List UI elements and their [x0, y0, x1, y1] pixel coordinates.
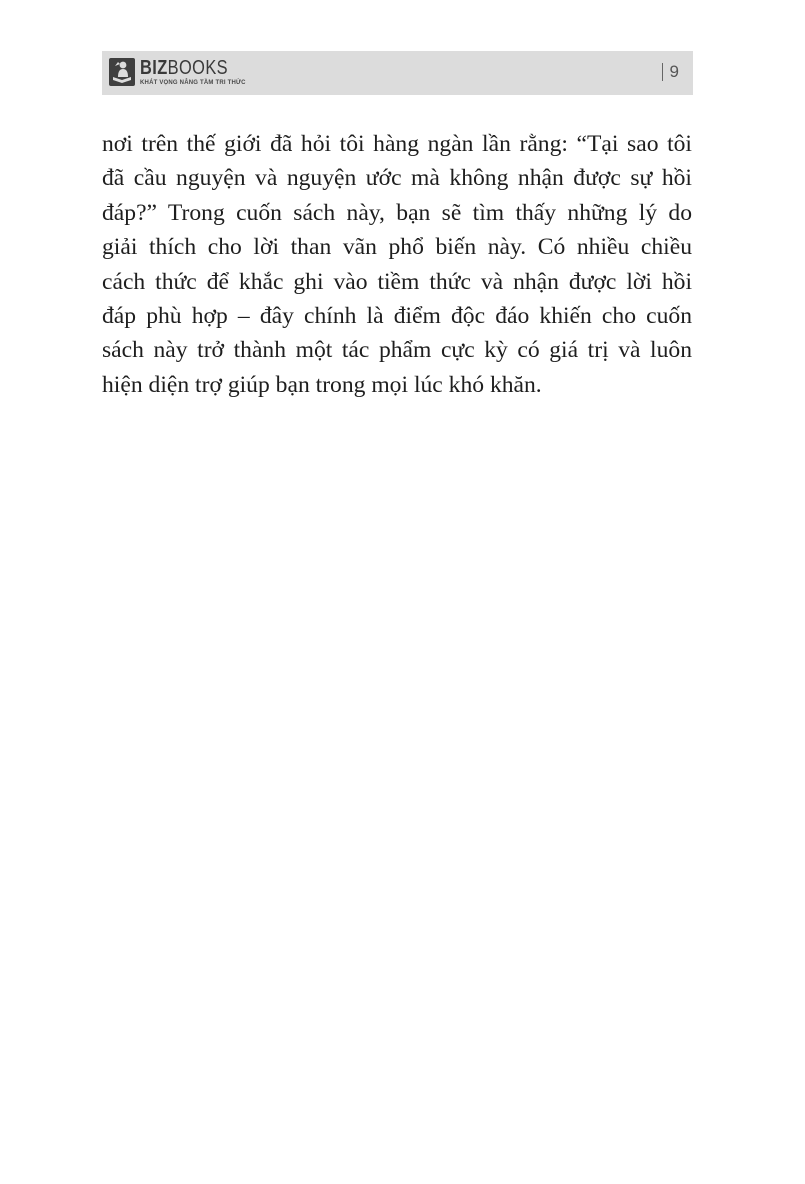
text-line: đã cầu nguyện và nguyện ước mà không nhận được sự hồi [102, 165, 692, 192]
page-number-separator [662, 63, 663, 81]
body-paragraph [102, 127, 692, 402]
brand-name-light: BOOKS [167, 57, 229, 79]
brand-name [140, 58, 228, 78]
text-line: sách này trở thành một tác phẩm cực kỳ có giá trị và luôn [102, 337, 692, 364]
text-line: đáp phù hợp – đây chính là điểm độc đáo khiến cho cuốn [102, 303, 692, 330]
running-header [102, 51, 693, 95]
page-number [662, 62, 679, 82]
page-number-value: 9 [669, 62, 679, 81]
brand-name-bold: BIZ [140, 57, 168, 79]
text-line: đáp?” Trong cuốn sách này, bạn sẽ tìm thấy những lý do [102, 199, 692, 226]
text-line: giải thích cho lời than vãn phổ biến này. Có nhiều chiều [102, 234, 692, 261]
bizbooks-logo [108, 56, 247, 88]
logo-wordmark [140, 58, 247, 86]
text-line: nơi trên thế giới đã hỏi tôi hàng ngàn lần rằng: “Tại sao tôi [102, 131, 692, 157]
brand-tagline: KHÁT VỌNG NÂNG TẦM TRI THỨC [140, 80, 246, 86]
book-reader-icon [108, 56, 136, 88]
text-line: cách thức để khắc ghi vào tiềm thức và nhận được lời hồi [102, 268, 692, 295]
text-line: hiện diện trợ giúp bạn trong mọi lúc khó khăn. [102, 371, 542, 398]
